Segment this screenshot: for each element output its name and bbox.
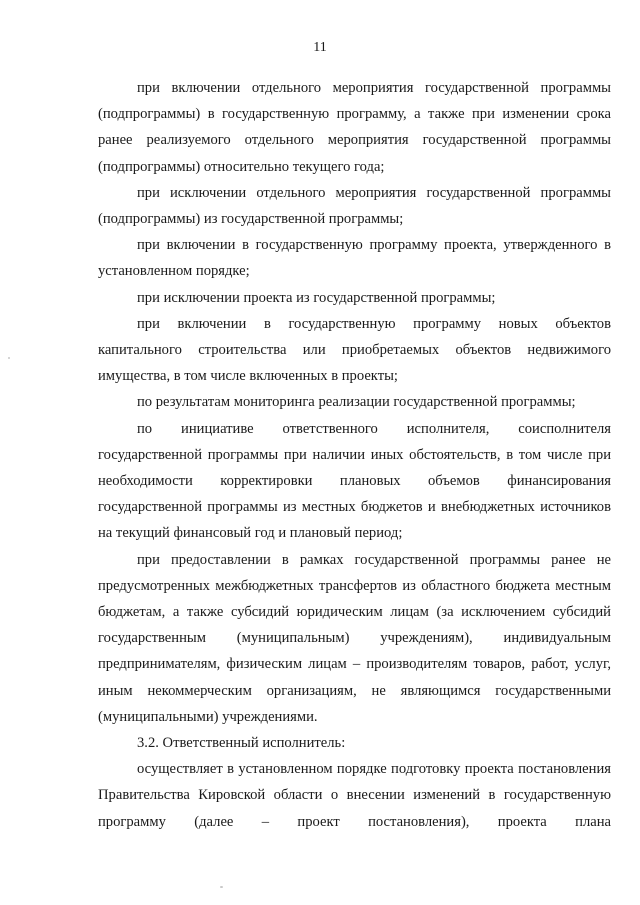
page-number: 11 [313,40,327,55]
scan-speck [8,357,10,359]
scan-speck [220,886,223,888]
paragraph: при исключении отдельного мероприятия государственной программы (подпрограммы) из государственной программы; [98,184,611,228]
paragraph: по результатам мониторинга реализации государственной программы; [137,394,576,411]
body-text [98,75,611,835]
section-heading: 3.2. Ответственный исполнитель: [137,735,346,752]
paragraph: осуществляет в установленном порядке подготовку проекта постановления Правительства Кировской области о внесении изменений в государственную программу (далее – проект постановления), проекта плана [98,761,611,830]
paragraph: при исключении проекта из государственной программы; [137,289,496,306]
paragraph: по инициативе ответственного исполнителя, соисполнителя государственной программы при наличии иных обстоятельств, в том числе при необходимости корректировки плановых объемов финансирования государственной программы из местных бюджетов и внебюджетных источников на текущий финансовый год и плановый период; [98,420,611,542]
paragraph: при предоставлении в рамках государственной программы ранее не предусмотренных межбюджетных трансфертов из областного бюджета местным бюджетам, а также субсидий юридическим лицам (за исключением субсидий государственным (муниципальным) учреждениям), индивидуальным предпринимателям, физическим лицам – производителям товаров, работ, услуг, иным некоммерческим организациям, не являющимся государственными (муниципальными) учреждениями. [98,551,611,725]
paragraph: при включении отдельного мероприятия государственной программы (подпрограммы) в государственную программу, а также при изменении срока ранее реализуемого отдельного мероприятия государственной программы (подпрограммы) относительно текущего года; [98,80,611,175]
paragraph: при включении в государственную программу проекта, утвержденного в установленном порядке; [98,237,611,280]
paragraph: при включении в государственную программу новых объектов капитального строительства или приобретаемых объектов недвижимого имущества, в том числе включенных в проекты; [98,315,611,385]
